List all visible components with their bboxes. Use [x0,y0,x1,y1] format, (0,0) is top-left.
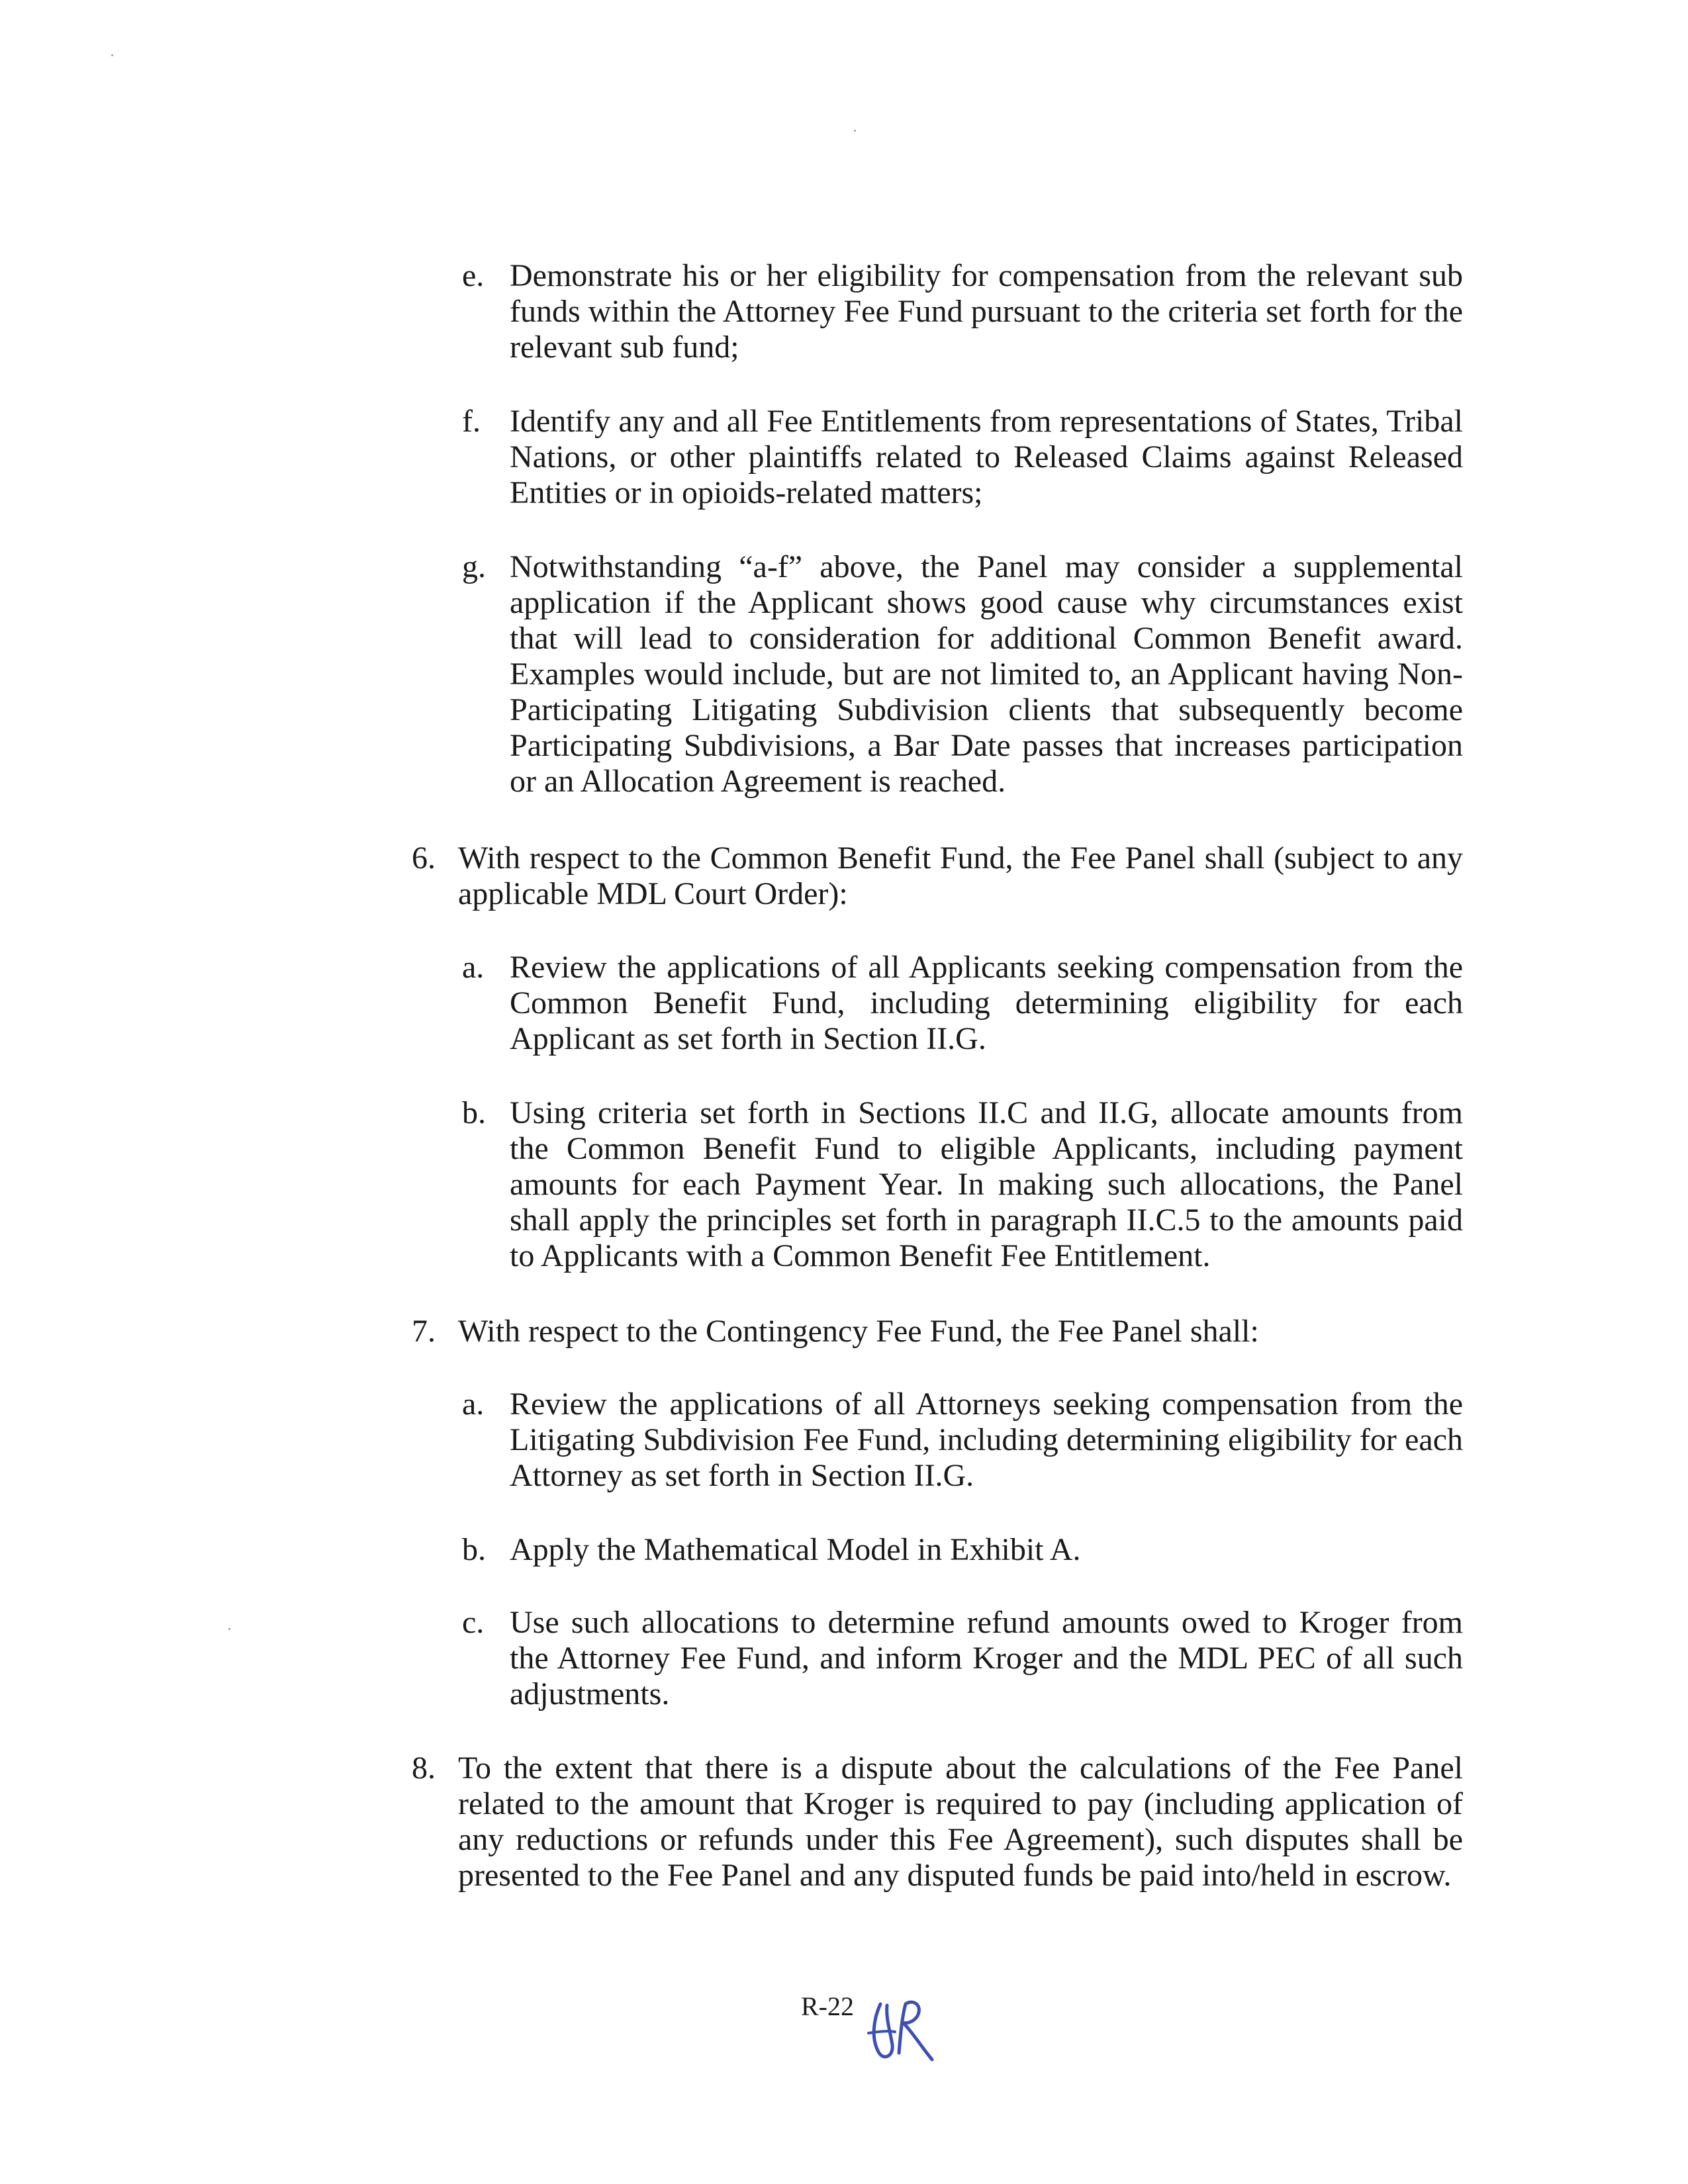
scan-speck [854,130,856,132]
list-item-text: With respect to the Common Benefit Fund, the Fee Panel shall (subject to any applicable MDL Court Order): [458,841,1463,911]
list-marker: c. [462,1605,485,1640]
list-item-text: Notwithstanding “a-f” above, the Panel may consider a supplemental application if the Applicant shows good cause why circumstances exist that will lead to consideration for additional Common Benefit award. Examples would include, but are not limited to, an Applicant having Non-Participating Litigating Subdivision clients that subsequently become Participating Subdivisions, a Bar Date passes that increases participation or an Allocation Agreement is reached. [510,549,1463,799]
list-item-text: Use such allocations to determine refund amounts owed to Kroger from the Attorney Fee Fund, and inform Kroger and the MDL PEC of all such adjustments. [510,1605,1463,1711]
list-marker: 8. [412,1751,436,1786]
list-item-g [462,549,1463,799]
numbered-item-7 [412,1314,1463,1349]
numbered-item-8 [412,1751,1463,1893]
list-item-text: With respect to the Contingency Fee Fund, the Fee Panel shall: [458,1314,1259,1349]
list-item-7c [462,1605,1463,1712]
list-marker: 6. [412,841,436,876]
list-item-text: Using criteria set forth in Sections II.C and II.G, allocate amounts from the Common Benefit Fund to eligible Applicants, including payment amounts for each Payment Year. In making such allocations, the Panel shall apply the principles set forth in paragraph II.C.5 to the amounts paid to Applicants with a Common Benefit Fee Entitlement. [510,1095,1463,1273]
scan-speck [228,1628,230,1630]
list-marker: a. [462,950,485,985]
list-item-e [462,258,1463,365]
list-marker: b. [462,1095,486,1130]
list-marker: g. [462,549,486,584]
list-marker: e. [462,258,485,293]
list-marker: b. [462,1532,486,1567]
scan-speck [111,54,113,56]
list-marker: 7. [412,1314,436,1349]
list-item-text: Review the applications of all Attorneys seeking compensation from the Litigating Subdivision Fee Fund, including determining eligibility for each Attorney as set forth in Section II.G. [510,1387,1463,1493]
list-item-text: Demonstrate his or her eligibility for compensation from the relevant sub funds within the Attorney Fee Fund pursuant to the criteria set forth for the relevant sub fund; [510,258,1463,365]
numbered-item-6 [412,841,1463,912]
list-item-text: To the extent that there is a dispute about the calculations of the Fee Panel related to the amount that Kroger is required to pay (including application of any reductions or refunds under this Fee Agreement), such disputes shall be presented to the Fee Panel and any disputed funds be paid into/held in escrow. [458,1751,1463,1893]
list-marker: f. [462,404,481,439]
list-item-6b [462,1095,1463,1274]
list-item-6a [462,950,1463,1057]
list-item-text: Review the applications of all Applicants seeking compensation from the Common Benefit Fund, including determining eligibility for each Applicant as set forth in Section II.G. [510,950,1463,1056]
list-item-f [462,404,1463,511]
page-number: R-22 [801,1991,854,2021]
list-item-text: Identify any and all Fee Entitlements from representations of States, Tribal Nations, or other plaintiffs related to Released Claims against Released Entities or in opioids-related matters; [510,404,1463,510]
list-item-text: Apply the Mathematical Model in Exhibit A. [510,1532,1081,1567]
list-marker: a. [462,1387,485,1422]
list-item-7b [462,1532,1463,1568]
initials-signature [854,1992,940,2071]
list-item-7a [462,1387,1463,1494]
